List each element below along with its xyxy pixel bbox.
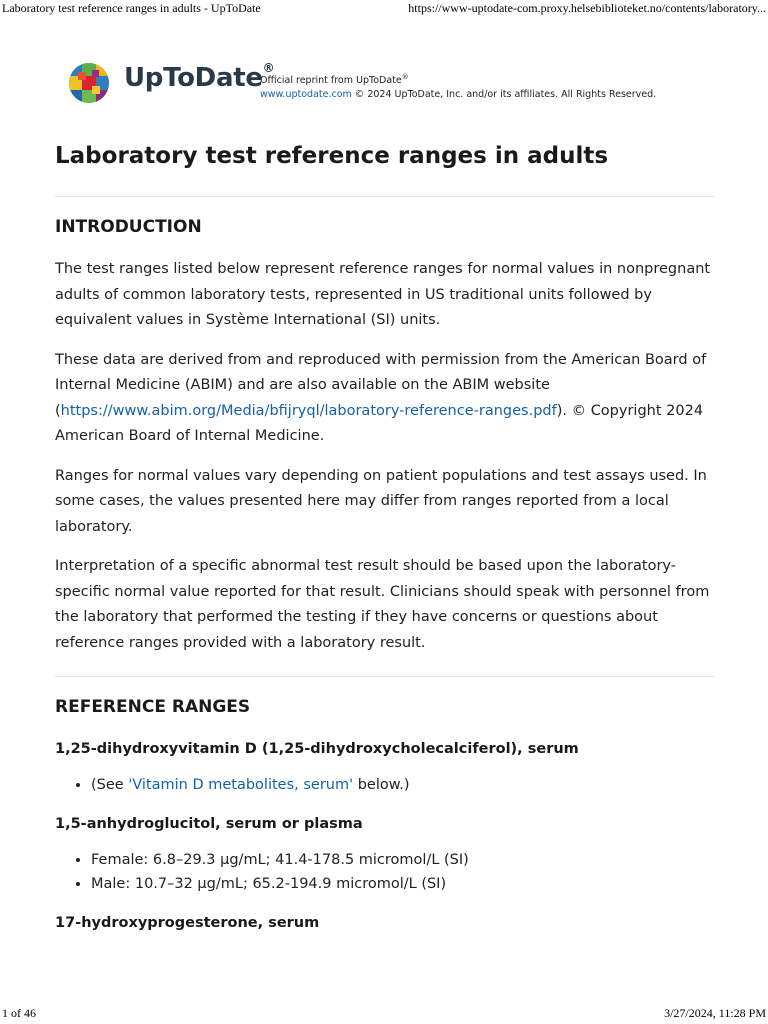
intro-paragraph-3: Ranges for normal values vary depending on patient populations and test assays used. In some cases, the values presented here may differ from ranges reported from a local laboratory. — [55, 467, 707, 535]
vitamin-d-metabolites-link[interactable]: 'Vitamin D metabolites, serum' — [128, 777, 354, 793]
uptodate-logo-icon — [68, 62, 110, 104]
print-page-url[interactable]: https://www-uptodate-com.proxy.helsebiblioteket.no/contents/laboratory... — [408, 1, 766, 15]
uptodate-site-link[interactable]: www.uptodate.com — [260, 89, 352, 101]
print-footer — [0, 1006, 768, 1024]
test-name: 17-hydroxyprogesterone, serum — [55, 914, 320, 931]
reprint-notice: Official reprint from UpToDate® www.uptodate.com © 2024 UpToDate, Inc. and/or its affiliates. All Rights Reserved. — [260, 73, 657, 101]
introduction-heading: INTRODUCTION — [55, 217, 202, 237]
print-datetime: 3/27/2024, 11:28 PM — [664, 1006, 766, 1020]
intro-paragraph-4: Interpretation of a specific abnormal test result should be based upon the laboratory-specific normal value reported for that result. Clinicians should speak with personnel from the laboratory that performed the testing if they have concerns or questions about reference ranges provided with a laboratory result. — [55, 558, 710, 651]
intro-paragraph-2: These data are derived from and reproduced with permission from the American Board of Internal Medicine (ABIM) and are also available on the ABIM website (https://www.abim.org/Media/bfijryql/laboratory-reference-ranges.pdf). © Copyright 2024 American Board of Internal Medicine. — [55, 351, 707, 444]
print-header — [0, 0, 768, 18]
article-content — [55, 138, 715, 947]
reference-ranges-heading: REFERENCE RANGES — [55, 697, 251, 717]
test-values-list — [55, 773, 715, 798]
list-item: • (See 'Vitamin D metabolites, serum' below.) — [91, 773, 715, 798]
intro-paragraph-1: The test ranges listed below represent reference ranges for normal values in nonpregnant adults of common laboratory tests, represented in US traditional units followed by equivalent values in Système International (SI) units. — [55, 261, 711, 328]
test-name: 1,5-anhydroglucitol, serum or plasma — [55, 815, 363, 832]
divider — [55, 196, 715, 197]
test-values-list — [55, 848, 715, 897]
list-item: • Male: 10.7–32 µg/mL; 65.2-194.9 micromol/L (SI) — [91, 872, 715, 897]
brand-header — [68, 58, 708, 108]
divider — [55, 676, 715, 677]
brand-wordmark: UpToDate® — [124, 61, 275, 93]
page-title: Laboratory test reference ranges in adults — [55, 143, 609, 169]
list-item: • Female: 6.8–29.3 µg/mL; 41.4-178.5 micromol/L (SI) — [91, 848, 715, 873]
page-number: 1 of 46 — [2, 1006, 36, 1020]
test-name: 1,25-dihydroxyvitamin D (1,25-dihydroxycholecalciferol), serum — [55, 741, 579, 757]
abim-reference-link[interactable]: https://www.abim.org/Media/bfijryql/laboratory-reference-ranges.pdf — [60, 402, 557, 419]
print-page-title: Laboratory test reference ranges in adults - UpToDate — [2, 1, 261, 15]
